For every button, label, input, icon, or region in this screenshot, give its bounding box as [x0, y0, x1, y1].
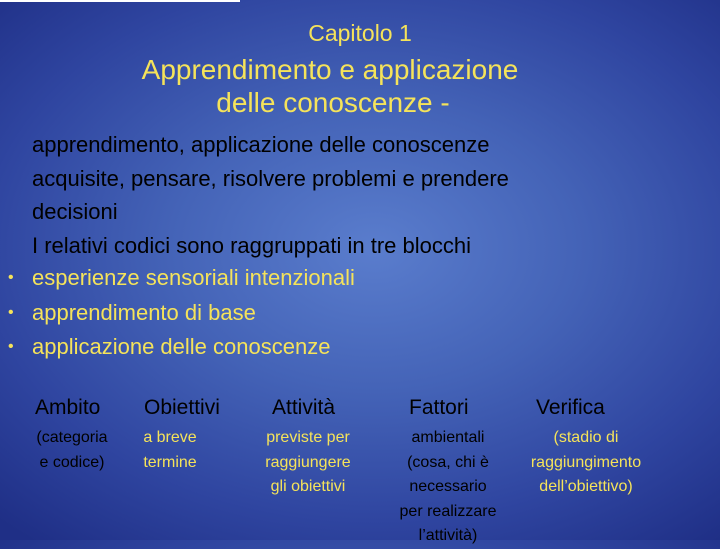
column-text-attivita — [248, 426, 368, 500]
column-line: necessario — [409, 478, 487, 495]
column-line: (categoria — [36, 429, 108, 446]
description — [32, 128, 712, 262]
column-header-ambito: Ambito — [35, 396, 101, 419]
column-line: dell’obiettivo) — [539, 478, 633, 495]
bullet-list — [8, 261, 708, 365]
column-line: ambientali — [411, 429, 485, 446]
column-line: raggiungere — [265, 453, 351, 471]
bullet-text: apprendimento di base — [32, 299, 256, 325]
bullet-text: esperienze sensoriali intenzionali — [32, 265, 355, 290]
bullet-icon: • — [8, 269, 14, 286]
column-line: per realizzare — [399, 502, 497, 520]
bullet-icon: • — [8, 303, 14, 321]
column-line: raggiungimento — [530, 453, 642, 471]
column-line: a breve — [143, 429, 197, 446]
column-line: (cosa, chi è — [407, 453, 489, 471]
column-text-fattori — [386, 426, 510, 549]
column-header-fattori: Fattori — [409, 396, 469, 419]
bullet-item — [8, 330, 708, 365]
column-text-ambito — [22, 426, 122, 475]
description-line: apprendimento, applicazione delle conoscenze — [32, 132, 490, 157]
column-line: e codice) — [39, 453, 105, 471]
column-line: l’attività) — [418, 527, 478, 544]
column-line: previste per — [266, 429, 350, 446]
title-line-1: Apprendimento e applicazione — [141, 54, 519, 85]
chapter-text: Capitolo 1 — [308, 20, 412, 46]
description-line: decisioni — [32, 199, 118, 224]
column-line: termine — [143, 453, 197, 471]
column-line: gli obiettivi — [270, 478, 346, 495]
bullet-item — [8, 296, 708, 331]
column-header-attivita: Attività — [272, 396, 336, 419]
bullet-item — [8, 261, 708, 296]
bullet-text: applicazione delle conoscenze — [32, 334, 331, 359]
top-edge-line — [0, 0, 240, 2]
slide-title — [60, 53, 600, 119]
title-line-2: delle conoscenze - — [216, 87, 450, 118]
column-header-obiettivi: Obiettivi — [144, 396, 220, 419]
column-text-obiettivi — [128, 426, 212, 475]
column-header-verifica: Verifica — [536, 396, 605, 419]
bullet-icon: • — [8, 338, 14, 355]
description-line: acquisite, pensare, risolvere problemi e prendere — [32, 165, 509, 191]
column-text-verifica — [512, 426, 660, 500]
chapter-label — [0, 20, 720, 47]
column-line: (stadio di — [553, 429, 619, 446]
description-line: I relativi codici sono raggruppati in tre blocchi — [32, 232, 472, 258]
